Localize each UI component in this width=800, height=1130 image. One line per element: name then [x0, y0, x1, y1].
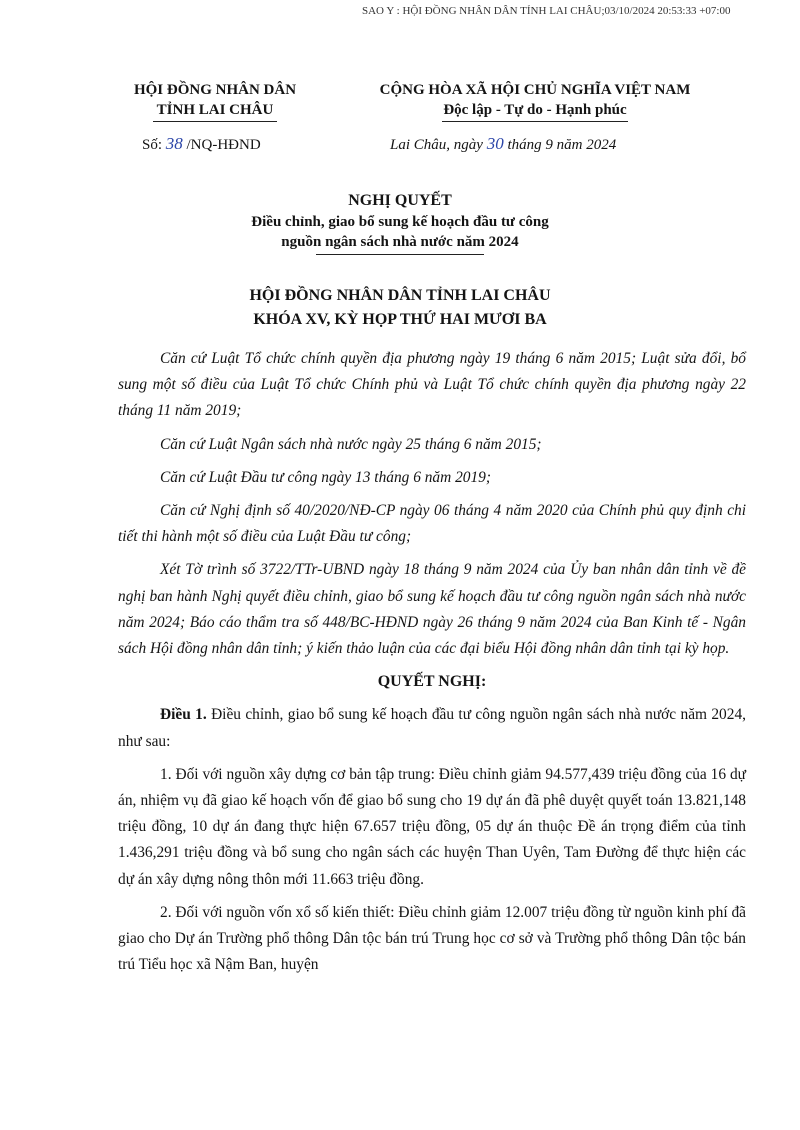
article-1-item: 2. Đối với nguồn vốn xổ số kiến thiết: Điều chỉnh giảm 12.007 triệu đồng từ nguồn kinh phí đã giao cho Dự án Trường phổ thông Dân tộc bán trú Trung học cơ sở và Trường phổ thông Dân tộc bán trú Tiểu học xã Nậm Ban, huyện — [118, 903, 746, 974]
org-name-line1: HỘI ĐỒNG NHÂN DÂN — [133, 82, 297, 98]
motto-line: Độc lập - Tự do - Hạnh phúc — [443, 102, 627, 118]
council-heading — [150, 284, 650, 332]
article-1-text: Điều chỉnh, giao bổ sung kế hoạch đầu tư công nguồn ngân sách nhà nước năm 2024, như sau: — [118, 706, 746, 750]
preamble-paragraph: Xét Tờ trình số 3722/TTr-UBND ngày 18 tháng 9 năm 2024 của Ủy ban nhân dân tỉnh về đề nghị ban hành Nghị quyết điều chỉnh, giao bổ sung kế hoạch đầu tư công nguồn ngân sách nhà nước năm 2024; Báo cáo thẩm tra số 448/BC-HĐND ngày 26 tháng 9 năm 2024 của Ban Kinh tế - Ngân sách Hội đồng nhân dân tỉnh; ý kiến thảo luận của các đại biểu Hội đồng nhân dân tỉnh tại kỳ họp. — [118, 561, 746, 658]
date-prefix: Lai Châu, ngày — [390, 137, 483, 153]
country-name: CỘNG HÒA XÃ HỘI CHỦ NGHĨA VIỆT NAM — [379, 82, 691, 98]
council-session: KHÓA XV, KỲ HỌP THỨ HAI MƯƠI BA — [253, 311, 547, 328]
article-1-item: 1. Đối với nguồn xây dựng cơ bản tập trung: Điều chỉnh giảm 94.577,439 triệu đồng của 16 dự án, nhiệm vụ đã giao kế hoạch vốn để giao bổ sung cho 19 dự án đã phê duyệt quyết toán 13.821,148 triệu đồng, 10 dự án đang thực hiện 67.657 triệu đồng, 05 dự án thuộc Đề án trọng điểm của tỉnh 1.436,291 triệu đồng và bổ sung cho ngân sách các huyện Than Uyên, Tam Đường để thực hiện các dự án xây dựng nông thôn mới 11.663 triệu đồng. — [118, 765, 746, 888]
digital-copy-stamp: SAO Y : HỘI ĐỒNG NHÂN DÂN TỈNH LAI CHÂU;03/10/2024 20:53:33 +07:00 — [362, 5, 731, 17]
resolution-title — [150, 190, 650, 255]
motto-underline — [442, 121, 628, 122]
handwritten-number: 38 — [165, 134, 183, 153]
article-1-label: Điều 1. — [160, 706, 207, 724]
decision-heading: QUYẾT NGHỊ: — [377, 673, 487, 691]
org-underline — [153, 121, 277, 122]
national-motto — [335, 80, 735, 122]
title-rule — [316, 254, 484, 255]
preamble-paragraph: Căn cứ Luật Đầu tư công ngày 13 tháng 6 năm 2019; — [160, 468, 491, 486]
so-prefix: Số: — [142, 137, 163, 153]
article-1 — [118, 702, 746, 754]
preamble-paragraph: Căn cứ Luật Ngân sách nhà nước ngày 25 tháng 6 năm 2015; — [160, 435, 542, 453]
date-suffix: tháng 9 năm 2024 — [507, 137, 617, 153]
title-subject-line2: nguồn ngân sách nhà nước năm 2024 — [281, 234, 519, 250]
document-date — [390, 134, 616, 154]
document-number — [142, 134, 261, 154]
org-name-line2: TỈNH LAI CHÂU — [156, 102, 274, 118]
preamble-paragraph: Căn cứ Nghị định số 40/2020/NĐ-CP ngày 06 tháng 4 năm 2020 của Chính phủ quy định chi tiết thi hành một số điều của Luật Đầu tư công; — [118, 502, 746, 546]
handwritten-day: 30 — [486, 134, 504, 153]
council-name: HỘI ĐỒNG NHÂN DÂN TỈNH LAI CHÂU — [249, 287, 551, 304]
so-suffix: /NQ-HĐND — [186, 137, 261, 153]
issuing-organization — [110, 80, 320, 122]
preamble-paragraph: Căn cứ Luật Tổ chức chính quyền địa phương ngày 19 tháng 6 năm 2015; Luật sửa đổi, bổ sung một số điều của Luật Tổ chức Chính phủ và Luật Tổ chức chính quyền địa phương ngày 22 tháng 11 năm 2019; — [118, 350, 746, 420]
document-body — [118, 346, 746, 985]
title-subject-line1: Điều chỉnh, giao bổ sung kế hoạch đầu tư công — [251, 214, 549, 230]
title-main: NGHỊ QUYẾT — [348, 192, 452, 209]
